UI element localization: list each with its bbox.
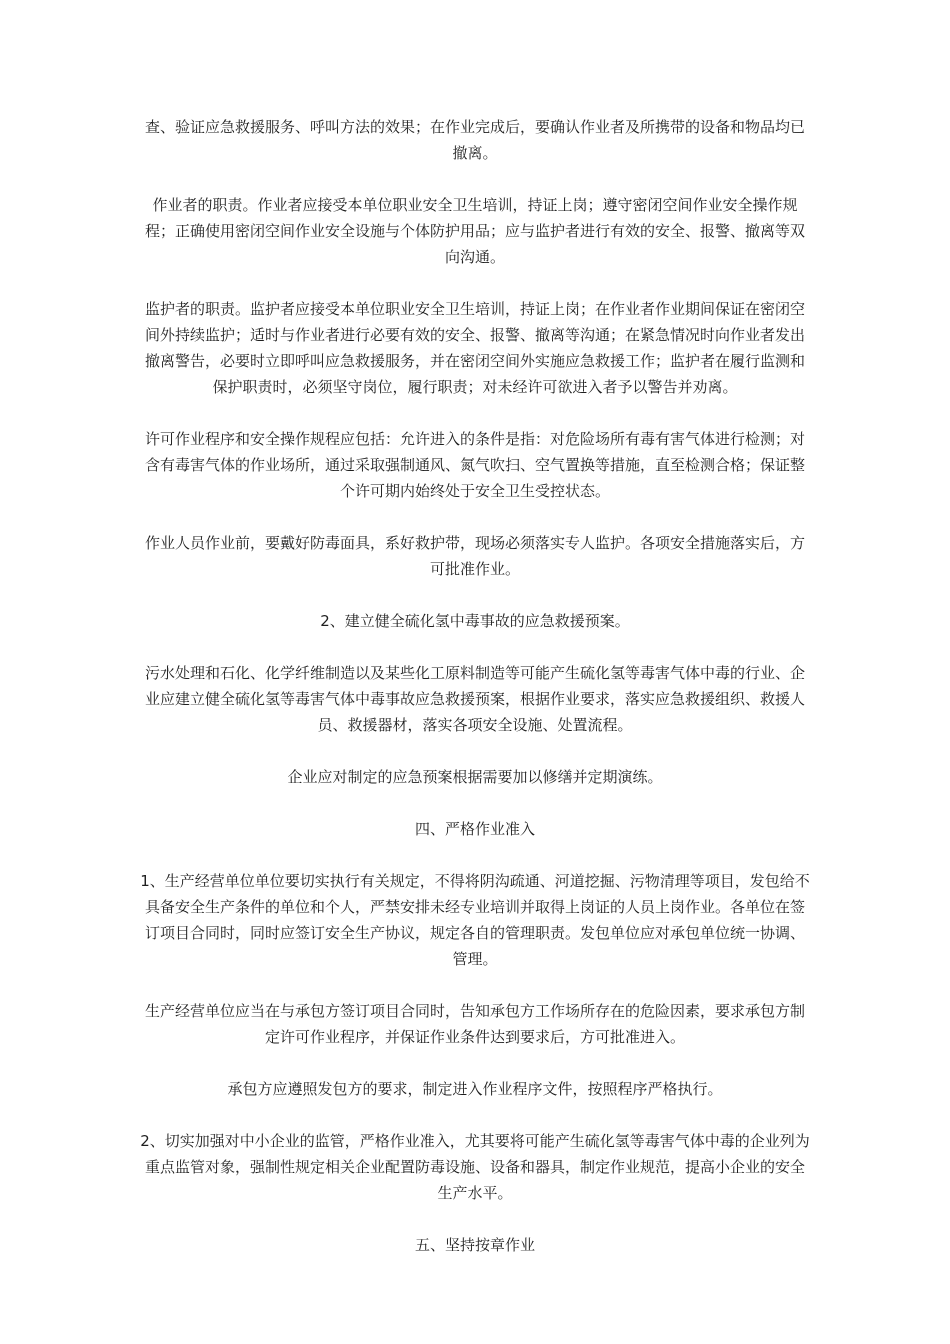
section-heading-follow-rules: 五、坚持按章作业 bbox=[414, 1236, 535, 1254]
section-heading-work-access: 四、严格作业准入 bbox=[414, 820, 535, 838]
document-body bbox=[138, 114, 812, 1284]
paragraph-pre-work-protection: 作业人员作业前，要戴好防毒面具，系好救护带，现场必须落实专人监护。各项安全措施落实后，方可批准作业。 bbox=[144, 534, 805, 578]
subheading-emergency-plan: 2、建立健全硫化氢中毒事故的应急救援预案。 bbox=[320, 612, 630, 630]
paragraph-plan-drills: 企业应对制定的应急预案根据需要加以修缮并定期演练。 bbox=[287, 768, 663, 786]
paragraph-sme-supervision: 2、切实加强对中小企业的监管，严格作业准入，尤其要将可能产生硫化氢等毒害气体中毒的企业列为重点监管对象，强制性规定相关企业配置防毒设施、设备和器具，制定作业规范，提高小企业的安全生产水平。 bbox=[140, 1132, 810, 1202]
paragraph-contractor-compliance: 承包方应遵照发包方的要求，制定进入作业程序文件，按照程序严格执行。 bbox=[227, 1080, 723, 1098]
paragraph-guardian-duties: 监护者的职责。监护者应接受本单位职业安全卫生培训，持证上岗；在作业者作业期间保证在密闭空间外持续监护；适时与作业者进行必要有效的安全、报警、撤离等沟通；在紧急情况时向作业者发出撤离警告，必要时立即呼叫应急救援服务，并在密闭空间外实施应急救援工作；监护者在履行监测和保护职责时，必须坚守岗位，履行职责；对未经许可欲进入者予以警告并劝离。 bbox=[144, 300, 805, 396]
paragraph-emergency-verification: 查、验证应急救援服务、呼叫方法的效果；在作业完成后，要确认作业者及所携带的设备和物品均已撤离。 bbox=[144, 118, 805, 162]
paragraph-permit-procedure: 许可作业程序和安全操作规程应包括：允许进入的条件是指：对危险场所有毒有害气体进行检测；对含有毒害气体的作业场所，通过采取强制通风、氮气吹扫、空气置换等措施，直至检测合格；保证整个许可期内始终处于安全卫生受控状态。 bbox=[144, 430, 805, 500]
paragraph-worker-duties: 作业者的职责。作业者应接受本单位职业安全卫生培训，持证上岗；遵守密闭空间作业安全操作规程；正确使用密闭空间作业安全设施与个体防护用品；应与监护者进行有效的安全、报警、撤离等双向沟通。 bbox=[144, 196, 805, 266]
paragraph-contracting-rules: 1、生产经营单位单位要切实执行有关规定，不得将阴沟疏通、河道挖掘、污物清理等项目，发包给不具备安全生产条件的单位和个人，严禁安排未经专业培训并取得上岗证的人员上岗作业。各单位在签订项目合同时，同时应签订安全生产协议，规定各自的管理职责。发包单位应对承包单位统一协调、管理。 bbox=[140, 872, 810, 968]
paragraph-contract-risk-notice: 生产经营单位应当在与承包方签订项目合同时，告知承包方工作场所存在的危险因素，要求承包方制定许可作业程序，并保证作业条件达到要求后，方可批准进入。 bbox=[144, 1002, 805, 1046]
paragraph-industry-emergency-plan: 污水处理和石化、化学纤维制造以及某些化工原料制造等可能产生硫化氢等毒害气体中毒的行业、企业应建立健全硫化氢等毒害气体中毒事故应急救援预案，根据作业要求，落实应急救援组织、救援人员、救援器材，落实各项安全设施、处置流程。 bbox=[144, 664, 805, 734]
